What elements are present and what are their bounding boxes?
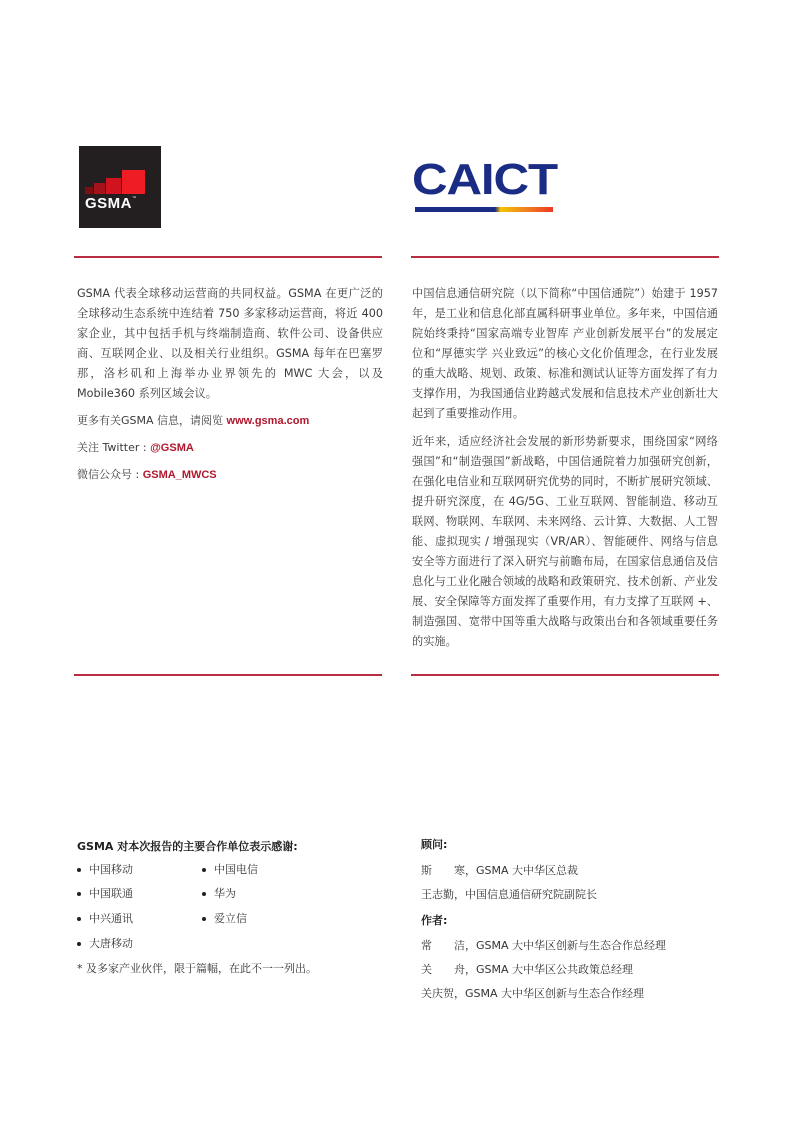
caict-description-column xyxy=(412,284,718,660)
thanks-footnote: * 及多家产业伙伴，限于篇幅，在此不一一列出。 xyxy=(77,962,317,975)
wechat-label: 微信公众号 : xyxy=(77,468,143,481)
advisors-heading: 顾问: xyxy=(421,838,448,851)
gsma-logo-bar-3 xyxy=(106,178,121,194)
gsma-logo-bar-2 xyxy=(94,183,105,194)
caict-logo-stripe xyxy=(415,207,553,212)
gsma-description-column xyxy=(77,284,383,492)
author-item: 关庆贺，GSMA 大中华区创新与生态合作经理 xyxy=(421,987,645,1000)
bullet-icon xyxy=(77,892,81,896)
partner-item: 华为 xyxy=(202,885,236,901)
caict-wordmark: CAICT xyxy=(412,155,557,204)
partner-item: 中国移动 xyxy=(77,861,133,877)
bullet-icon xyxy=(77,942,81,946)
advisor-item: 王志勤，中国信息通信研究院副院长 xyxy=(421,888,597,901)
divider-top-left xyxy=(74,256,382,258)
twitter-label: 关注 Twitter : xyxy=(77,441,151,454)
gsma-logo-bar-1 xyxy=(85,187,93,194)
divider-bottom-right xyxy=(411,674,719,676)
more-info-label: 更多有关GSMA 信息，请阅览 xyxy=(77,414,227,427)
author-item: 常 洁，GSMA 大中华区创新与生态合作总经理 xyxy=(421,939,667,952)
caict-logo xyxy=(412,155,557,213)
bullet-icon xyxy=(77,868,81,872)
bullet-icon xyxy=(202,892,206,896)
gsma-intro: GSMA 代表全球移动运营商的共同权益。GSMA 在更广泛的全球移动生态系统中连结着 750 多家移动运营商，将近 400 家企业，其中包括手机与终端制造商、软件公司、设备供应商、互联网企业、以及相关行业组织。GSMA 每年在巴塞罗那，洛杉矶和上海举办业界领先的 MWC 大会，以及 Mobile360 系列区域会议。 xyxy=(77,287,383,400)
gsma-wechat xyxy=(77,466,383,484)
divider-bottom-left xyxy=(74,674,382,676)
advisor-item: 斯 寒，GSMA 大中华区总裁 xyxy=(421,864,579,877)
gsma-twitter xyxy=(77,439,383,457)
author-item: 关 舟，GSMA 大中华区公共政策总经理 xyxy=(421,963,634,976)
partner-item: 中国电信 xyxy=(202,861,258,877)
thanks-heading: GSMA 对本次报告的主要合作单位表示感谢: xyxy=(77,840,298,853)
authors-heading: 作者: xyxy=(421,914,448,927)
gsma-website-link[interactable]: www.gsma.com xyxy=(226,415,310,427)
gsma-wordmark: GSMA™ xyxy=(85,195,137,212)
divider-top-right xyxy=(411,256,719,258)
gsma-more-info xyxy=(77,412,383,430)
caict-para-2: 近年来，适应经济社会发展的新形势新要求，围绕国家“网络强国”和“制造强国”新战略，中国信通院着力加强研究创新，在强化电信业和互联网研究优势的同时，不断扩展研究领域、提升研究深度，在 4G/5G、工业互联网、智能制造、移动互联网、物联网、车联网、未来网络、云计算、大数据、人工智能、虚拟现实 / 增强现实（VR/AR）、智能硬件、网络与信息安全等方面进行了深入研究与前瞻布局，在国家信息通信及信息化与工业化融合领域的战略和政策研究、技术创新、产业发展、安全保障等方面发挥了重要作用，有力支撑了互联网 +、制造强国、宽带中国等重大战略与政策出台和各领域重要任务的实施。 xyxy=(412,435,718,648)
bullet-icon xyxy=(202,868,206,872)
partner-item: 中国联通 xyxy=(77,885,133,901)
partner-item: 中兴通讯 xyxy=(77,910,133,926)
gsma-logo-bar-4 xyxy=(122,170,145,194)
caict-para-1: 中国信息通信研究院（以下简称“中国信通院”）始建于 1957 年，是工业和信息化部直属科研事业单位。多年来，中国信通院始终秉持“国家高端专业智库 产业创新发展平台”的发展定位和“厚德实学 兴业致远”的核心文化价值理念，在行业发展的重大战略、规划、政策、标准和测试认证等方面发挥了有力支撑作用，为我国通信业跨越式发展和信息技术产业创新壮大起到了重要推动作用。 xyxy=(412,287,718,420)
gsma-logo xyxy=(79,146,161,228)
bullet-icon xyxy=(77,917,81,921)
bullet-icon xyxy=(202,917,206,921)
twitter-handle-link[interactable]: @GSMA xyxy=(150,442,194,454)
partner-item: 大唐移动 xyxy=(77,935,133,951)
partner-item: 爱立信 xyxy=(202,910,247,926)
wechat-handle-link[interactable]: GSMA_MWCS xyxy=(142,469,217,481)
